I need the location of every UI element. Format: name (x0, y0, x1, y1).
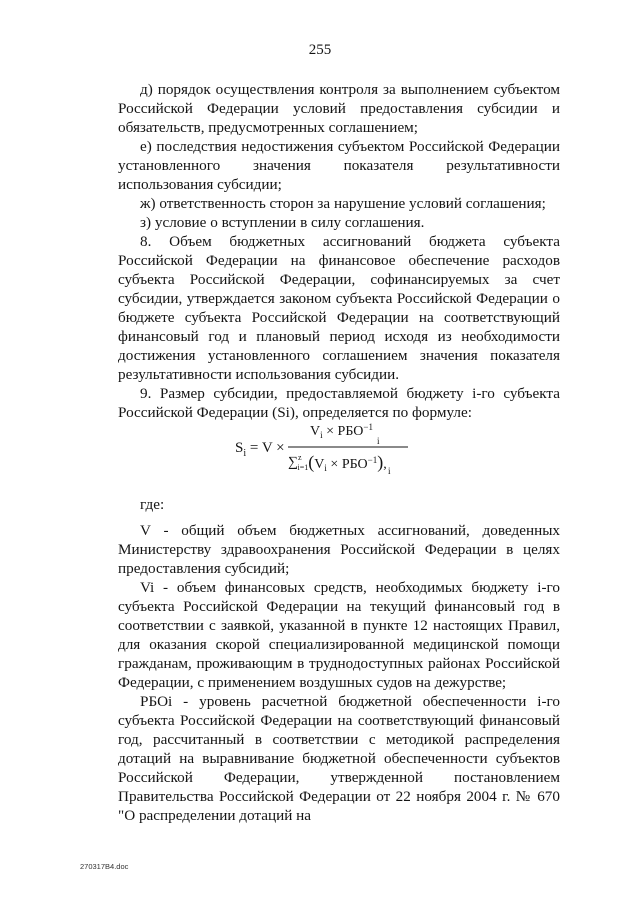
page-number: 255 (308, 42, 332, 58)
paragraph-8: 8. Объем бюджетных ассигнований бюджета субъекта Российской Федерации на финансовое обеспечение расходов субъекта Российской Федерации, софинансируемых за счет субсидии, утверждается законом субъекта Российской Федерации о бюджете субъекта Российской Федерации на соответствующий финансовый год и плановый период исходя из необходимости достижения установленного соглашением значения показателя результативности использования субсидии. (118, 233, 560, 383)
definition-vi: Vi - объем финансовых средств, необходимых бюджету i-го субъекта Российской Федерации на текущий финансовый год в соответствии с заявкой, указанной в пункте 12 настоящих Правил, для оказания скорой специализированной медицинской помощи гражданам, проживающим в труднодоступных районах Российской Федерации, с применением воздушных судов на дежурстве; (118, 579, 560, 691)
spacer (118, 514, 560, 521)
document-body-upper (118, 80, 560, 422)
formula-denominator: ∑$^z$ $i=1(V_i \times РБО^{-1})$, (288, 452, 387, 473)
formula-lhs: $S_i = V$ × (235, 440, 285, 459)
definition-rbo: РБОi - уровень расчетной бюджетной обеспеченности i-го субъекта Российской Федерации на соответствующий финансовый год, рассчитанный в соответствии с методикой распределения дотаций на выравнивание бюджетной обеспеченности субъектов Российской Федерации, утвержденной постановлением Правительства Российской Федерации от 22 ноября 2004 г. № 670 "О распределении дотаций на (118, 693, 560, 824)
paragraph-z: з) условие о вступлении в силу соглашения. (140, 214, 425, 231)
formula-numerator: $V_i \times РБО^{-1}$ (310, 422, 373, 440)
where-label: где: (140, 496, 165, 513)
footer-file-code: 270317В4.doc (80, 862, 129, 871)
paragraph-d: д) порядок осуществления контроля за выполнением субъектом Российской Федерации условий предоставления субсидии и обязательств, предусмотренных соглашением; (118, 81, 560, 136)
definition-v: V - общий объем бюджетных ассигнований, доведенных Министерству здравоохранения Российской Федерации в целях предоставления субсидий; (118, 522, 560, 577)
paragraph-e: е) последствия недостижения субъектом Российской Федерации установленного значения показателя результативности использования субсидии; (118, 138, 560, 193)
formula-numerator-subscript: i (377, 436, 380, 446)
document-body-lower (118, 495, 560, 825)
paragraph-9: 9. Размер субсидии, предоставляемой бюджету i-го субъекта Российской Федерации (Si), определяется по формуле: (118, 385, 560, 421)
paragraph-zh: ж) ответственность сторон за нарушение условий соглашения; (140, 195, 546, 212)
subsidy-formula (230, 420, 430, 476)
formula-denominator-subscript: i (388, 466, 391, 476)
